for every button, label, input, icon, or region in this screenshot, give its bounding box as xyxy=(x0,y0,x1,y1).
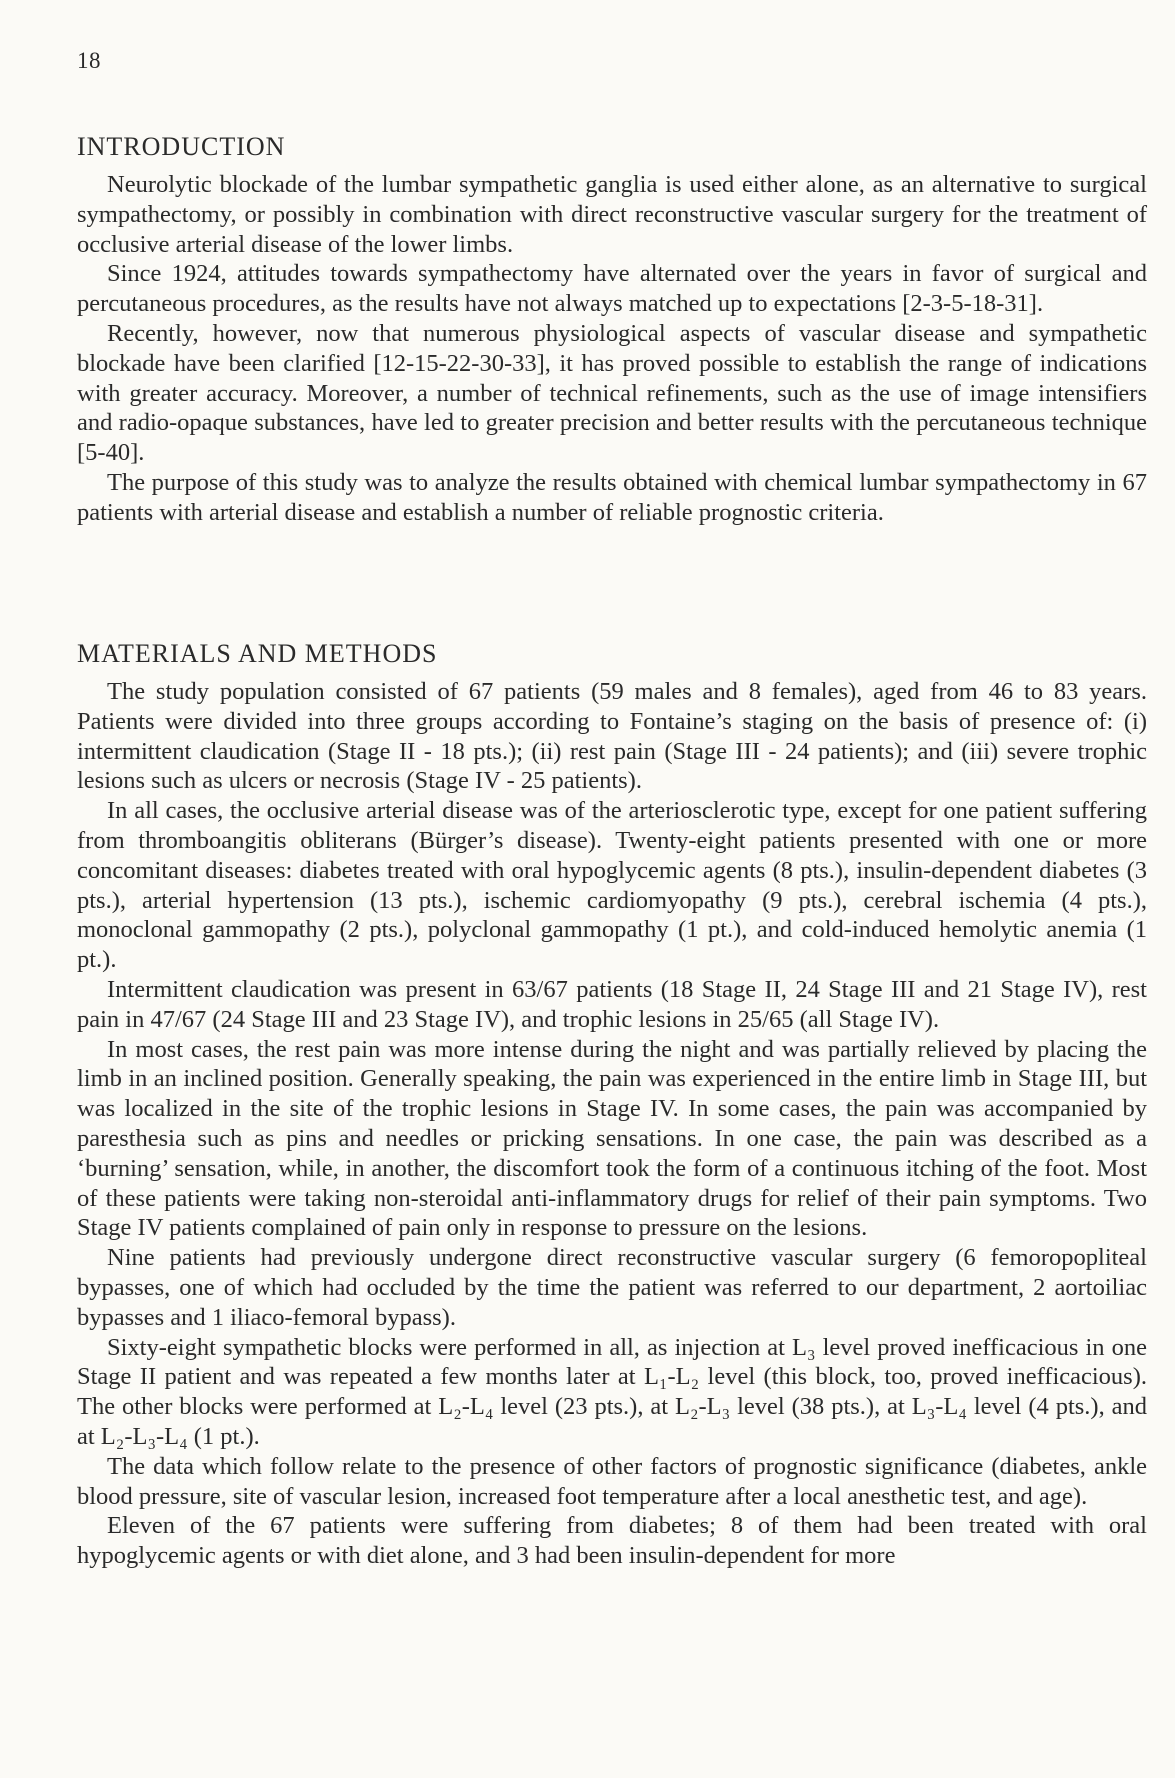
paragraph: Eleven of the 67 patients were suffering from diabetes; 8 of them had been treated with oral hypoglycemic agents or with diet alone, and 3 had been insulin-dependent for more xyxy=(77,1512,1147,1570)
paragraph: Recently, however, now that numerous physiological aspects of vascular disease and sympathetic blockade have been clarified [12-15-22-30-33], it has proved possible to establish the range of indications with greater accuracy. Moreover, a number of technical refinements, such as the use of image intensifiers and radio-opaque substances, have led to greater precision and better results with the percutaneous technique [5-40]. xyxy=(77,319,1147,467)
page-number: 18 xyxy=(77,48,101,73)
paragraph: The data which follow relate to the presence of other factors of prognostic significance (diabetes, ankle blood pressure, site of vascular lesion, increased foot temperature after a local anesthetic test, and age). xyxy=(77,1452,1147,1510)
section-heading-introduction: INTRODUCTION xyxy=(77,131,286,161)
paragraph: Since 1924, attitudes towards sympathectomy have alternated over the years in favor of surgical and percutaneous procedures, as the results have not always matched up to expectations [2-3-5-18-31]. xyxy=(77,260,1147,318)
paragraph: Neurolytic blockade of the lumbar sympathetic ganglia is used either alone, as an alternative to surgical sympathectomy, or possibly in combination with direct reconstructive vascular surgery for the treatment of occlusive arterial disease of the lower limbs. xyxy=(77,171,1147,258)
paragraph: The purpose of this study was to analyze the results obtained with chemical lumbar sympathectomy in 67 patients with arterial disease and establish a number of reliable prognostic criteria. xyxy=(77,468,1147,526)
introduction-body xyxy=(77,170,1147,528)
paragraph: Sixty-eight sympathetic blocks were performed in all, as injection at L₃ level proved inefficacious in one Stage II patient and was repeated a few months later at L₁-L₂ level (this block, too, proved inefficacious). The other blocks were performed at L₂-L₄ level (23 pts.), at L₂-L₃ level (38 pts.), at L₃-L₄ level (4 pts.), and at L₂-L₃-L₄ (1 pt.). xyxy=(77,1333,1147,1450)
paragraph: In all cases, the occlusive arterial disease was of the arteriosclerotic type, except for one patient suffering from thromboangitis obliterans (Bürger’s disease). Twenty-eight patients presented with one or more concomitant diseases: diabetes treated with oral hypoglycemic agents (8 pts.), insulin-dependent diabetes (3 pts.), arterial hypertension (13 pts.), ischemic cardiomyopathy (9 pts.), cerebral ischemia (4 pts.), monoclonal gammopathy (2 pts.), polyclonal gammopathy (1 pt.), and cold-induced hemolytic anemia (1 pt.). xyxy=(77,797,1147,974)
section-heading-materials-methods: MATERIALS AND METHODS xyxy=(77,638,438,668)
paragraph: Intermittent claudication was present in 63/67 patients (18 Stage II, 24 Stage III and 21 Stage IV), rest pain in 47/67 (24 Stage III and 23 Stage IV), and trophic lesions in 25/65 (all Stage IV). xyxy=(77,975,1147,1033)
paragraph: In most cases, the rest pain was more intense during the night and was partially relieved by placing the limb in an inclined position. Generally speaking, the pain was experienced in the entire limb in Stage III, but was localized in the site of the trophic lesions in Stage IV. In some cases, the pain was accompanied by paresthesia such as pins and needles or pricking sensations. In one case, the pain was described as a ‘burning’ sensation, while, in another, the discomfort took the form of a continuous itching of the foot. Most of these patients were taking non-steroidal anti-inflammatory drugs for relief of their pain symptoms. Two Stage IV patients complained of pain only in response to pressure on the lesions. xyxy=(77,1035,1147,1242)
paragraph: Nine patients had previously undergone direct reconstructive vascular surgery (6 femoropopliteal bypasses, one of which had occluded by the time the patient was referred to our department, 2 aortoiliac bypasses and 1 iliaco-femoral bypass). xyxy=(77,1244,1147,1331)
materials-methods-body xyxy=(77,677,1147,1571)
paragraph: The study population consisted of 67 patients (59 males and 8 females), aged from 46 to 83 years. Patients were divided into three groups according to Fontaine’s staging on the basis of presence of: (i) intermittent claudication (Stage II - 18 pts.); (ii) rest pain (Stage III - 24 patients); and (iii) severe trophic lesions such as ulcers or necrosis (Stage IV - 25 patients). xyxy=(77,678,1147,795)
